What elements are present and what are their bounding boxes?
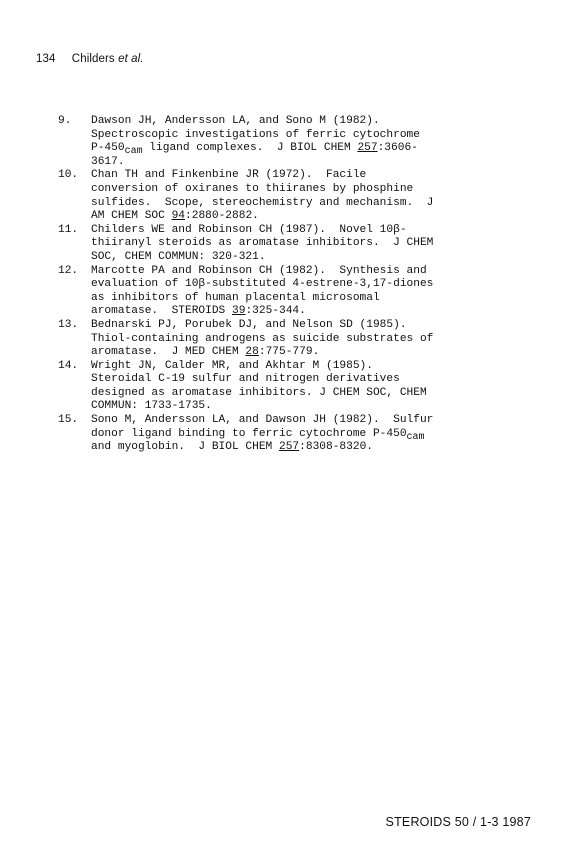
reference-item [58,414,518,455]
reference-line: Sono M, Andersson LA, and Dawson JH (1982). Sulfur [91,414,434,427]
reference-line: designed as aromatase inhibitors. J CHEM SOC, CHEM [91,386,427,399]
reference-line: sulfides. Scope, stereochemistry and mechanism. J [91,196,434,209]
subscript: cam [124,146,143,158]
reference-number: 9. [58,115,72,127]
reference-line: thiiranyl steroids as aromatase inhibitors. J CHEM [91,237,434,250]
running-authors [72,53,144,65]
reference-line: and myoglobin. J BIOL CHEM 257:8308-8320. [91,441,373,454]
reference-number: 13. [58,318,79,331]
reference-line: Spectroscopic investigations of ferric cytochrome [91,128,420,141]
subscript: cam [406,431,425,443]
reference-line: aromatase. STEROIDS 39:325-344. [91,305,306,318]
reference-line: evaluation of 10β-substituted 4-estrene-3,17-diones [91,278,434,291]
reference-line: AM CHEM SOC 94:2880-2882. [91,210,259,223]
reference-number: 10. [58,169,79,182]
reference-item [58,319,518,360]
reference-number: 12. [58,264,79,277]
reference-line: Thiol-containing androgens as suicide substrates of [91,332,434,345]
reference-item [58,169,518,223]
volume-number: 257 [278,441,300,454]
reference-line: Bednarski PJ, Porubek DJ, and Nelson SD (1985). [91,318,407,331]
reference-line: donor ligand binding to ferric cytochrome $P-450_{cam}$ [91,427,425,443]
page-number: 134 [36,53,56,65]
volume-number: 28 [245,346,259,359]
running-header [36,53,144,65]
volume-number: 39 [232,305,246,318]
reference-line: aromatase. J MED CHEM 28:775-779. [91,346,320,359]
et-al: et al. [118,53,144,65]
reference-item [58,265,518,319]
reference-item [58,224,518,265]
reference-line: conversion of oxiranes to thiiranes by phosphine [91,182,414,195]
reference-line: Marcotte PA and Robinson CH (1982). Synthesis and [91,264,427,277]
reference-item [58,360,518,414]
reference-line: Steroidal C-19 sulfur and nitrogen derivatives [91,373,400,386]
reference-item [58,115,518,169]
journal-footer: STEROIDS 50 / 1-3 1987 [385,815,531,829]
volume-number: 257 [357,142,378,155]
reference-number: 14. [58,359,79,372]
reference-line: Childers WE and Robinson CH (1987). Novel 10β- [91,223,407,236]
reference-line: COMMUN: 1733-1735. [91,400,212,413]
reference-number: 15. [58,414,79,427]
author-name: Childers [71,53,115,65]
reference-line: Wright JN, Calder MR, and Akhtar M (1985). [91,359,373,372]
volume-number: 94 [171,210,186,223]
reference-line: as inhibitors of human placental microsomal [91,291,380,304]
reference-list [58,115,518,455]
reference-line: Dawson JH, Andersson LA, and Sono M (1982). [91,115,380,127]
reference-line: 3617. [91,155,125,168]
reference-line: Chan TH and Finkenbine JR (1972). Facile [91,169,367,182]
reference-line: $P-450_{cam}$ ligand complexes. J BIOL CHEM 257:3606- [91,142,418,158]
reference-line: SOC, CHEM COMMUN: 320-321. [91,250,266,263]
reference-number: 11. [58,223,79,236]
